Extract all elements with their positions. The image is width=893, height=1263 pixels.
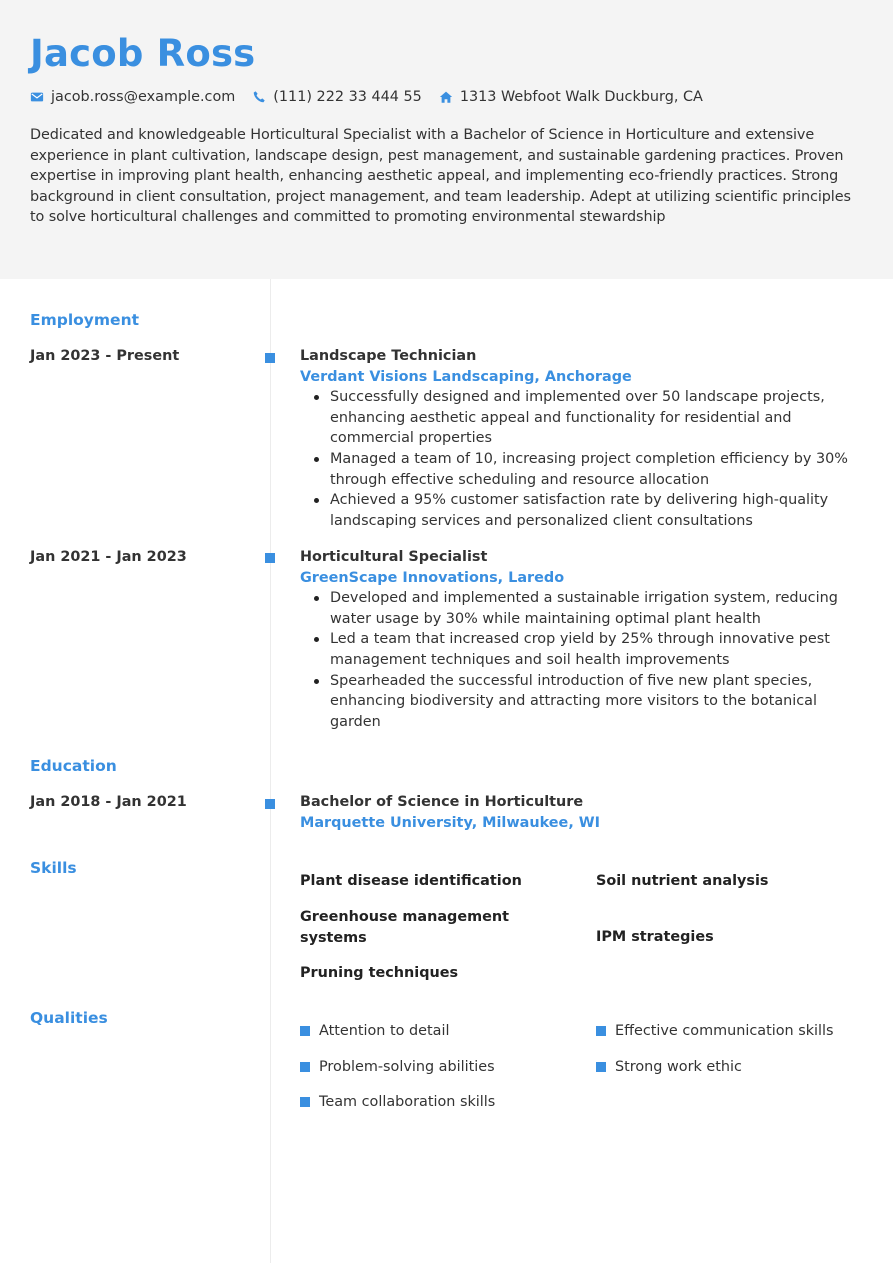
address-text: 1313 Webfoot Walk Duckburg, CA bbox=[459, 89, 703, 105]
quality-label: Team collaboration skills bbox=[319, 1094, 496, 1110]
phone-text: (111) 222 33 444 55 bbox=[273, 89, 422, 105]
quality-item bbox=[596, 1021, 834, 1042]
contact-phone[interactable] bbox=[252, 87, 422, 107]
email-text: jacob.ross@example.com bbox=[51, 89, 236, 105]
education-date: Jan 2018 - Jan 2021 bbox=[30, 794, 187, 810]
job-bullet: Managed a team of 10, increasing project completion efficiency by 30% through effective scheduling and resource allocation bbox=[330, 449, 866, 490]
quality-item bbox=[300, 1092, 495, 1113]
job-bullet: Successfully designed and implemented over 50 landscape projects, enhancing aesthetic appeal and functionality for residential and commercial properties bbox=[330, 387, 866, 449]
square-bullet-icon bbox=[300, 1062, 310, 1072]
quality-item bbox=[300, 1057, 495, 1078]
timeline-divider bbox=[270, 279, 271, 1263]
candidate-name: Jacob Ross bbox=[30, 32, 256, 75]
quality-item bbox=[300, 1021, 449, 1042]
contact-address bbox=[439, 87, 703, 107]
resume-body bbox=[0, 279, 893, 1263]
skill-item: Pruning techniques bbox=[300, 965, 459, 981]
employment-heading: Employment bbox=[30, 311, 140, 329]
contact-email[interactable] bbox=[30, 87, 235, 107]
quality-item bbox=[596, 1057, 742, 1078]
job-title: Horticultural Specialist bbox=[300, 549, 488, 565]
resume-header bbox=[0, 0, 893, 279]
mail-icon bbox=[30, 90, 44, 104]
job-date: Jan 2021 - Jan 2023 bbox=[30, 549, 187, 565]
qualities-heading: Qualities bbox=[30, 1009, 108, 1027]
contact-row bbox=[30, 87, 863, 107]
skill-item: Soil nutrient analysis bbox=[596, 873, 769, 889]
job-company: GreenScape Innovations, Laredo bbox=[300, 569, 565, 586]
job-bullet: Achieved a 95% customer satisfaction rate by delivering high-quality landscaping services and personalized client consultations bbox=[330, 490, 866, 531]
summary-paragraph: Dedicated and knowledgeable Horticultural Specialist with a Bachelor of Science in Horticulture and extensive experience in plant cultivation, landscape design, pest management, and sustainable gardening practices. Proven expertise in improving plant health, enhancing aesthetic appeal, and implementing eco-friendly practices. Strong background in client consultation, project management, and team leadership. Adept at utilizing scientific principles to solve horticultural challenges and committed to promoting environmental stewardship bbox=[30, 127, 851, 226]
phone-icon bbox=[252, 90, 266, 104]
home-icon bbox=[439, 90, 453, 104]
job-entry bbox=[300, 547, 866, 732]
job-entry bbox=[300, 346, 866, 531]
skills-heading: Skills bbox=[30, 859, 77, 877]
square-bullet-icon bbox=[596, 1062, 606, 1072]
timeline-marker bbox=[265, 353, 275, 363]
job-date: Jan 2023 - Present bbox=[30, 348, 180, 364]
school-name: Marquette University, Milwaukee, WI bbox=[300, 814, 601, 831]
education-heading: Education bbox=[30, 757, 117, 775]
job-company: Verdant Visions Landscaping, Anchorage bbox=[300, 368, 632, 385]
education-entry bbox=[300, 792, 866, 833]
timeline-marker bbox=[265, 553, 275, 563]
job-bullet: Spearheaded the successful introduction of five new plant species, enhancing biodiversity and attracting more visitors to the botanical garden bbox=[330, 671, 866, 733]
job-bullets bbox=[300, 387, 866, 531]
quality-label: Effective communication skills bbox=[615, 1023, 834, 1039]
job-bullets bbox=[300, 588, 866, 732]
job-title: Landscape Technician bbox=[300, 348, 477, 364]
job-bullet: Developed and implemented a sustainable irrigation system, reducing water usage by 30% while maintaining optimal plant health bbox=[330, 588, 866, 629]
quality-label: Strong work ethic bbox=[615, 1059, 742, 1075]
skill-item: IPM strategies bbox=[596, 929, 714, 945]
square-bullet-icon bbox=[300, 1026, 310, 1036]
timeline-marker bbox=[265, 799, 275, 809]
quality-label: Problem-solving abilities bbox=[319, 1059, 495, 1075]
skill-item: Greenhouse management systems bbox=[300, 909, 509, 946]
quality-label: Attention to detail bbox=[319, 1023, 450, 1039]
skill-item: Plant disease identification bbox=[300, 873, 522, 889]
degree-title: Bachelor of Science in Horticulture bbox=[300, 794, 584, 810]
square-bullet-icon bbox=[596, 1026, 606, 1036]
square-bullet-icon bbox=[300, 1097, 310, 1107]
job-bullet: Led a team that increased crop yield by 25% through innovative pest management techniques and soil health improvements bbox=[330, 629, 866, 670]
